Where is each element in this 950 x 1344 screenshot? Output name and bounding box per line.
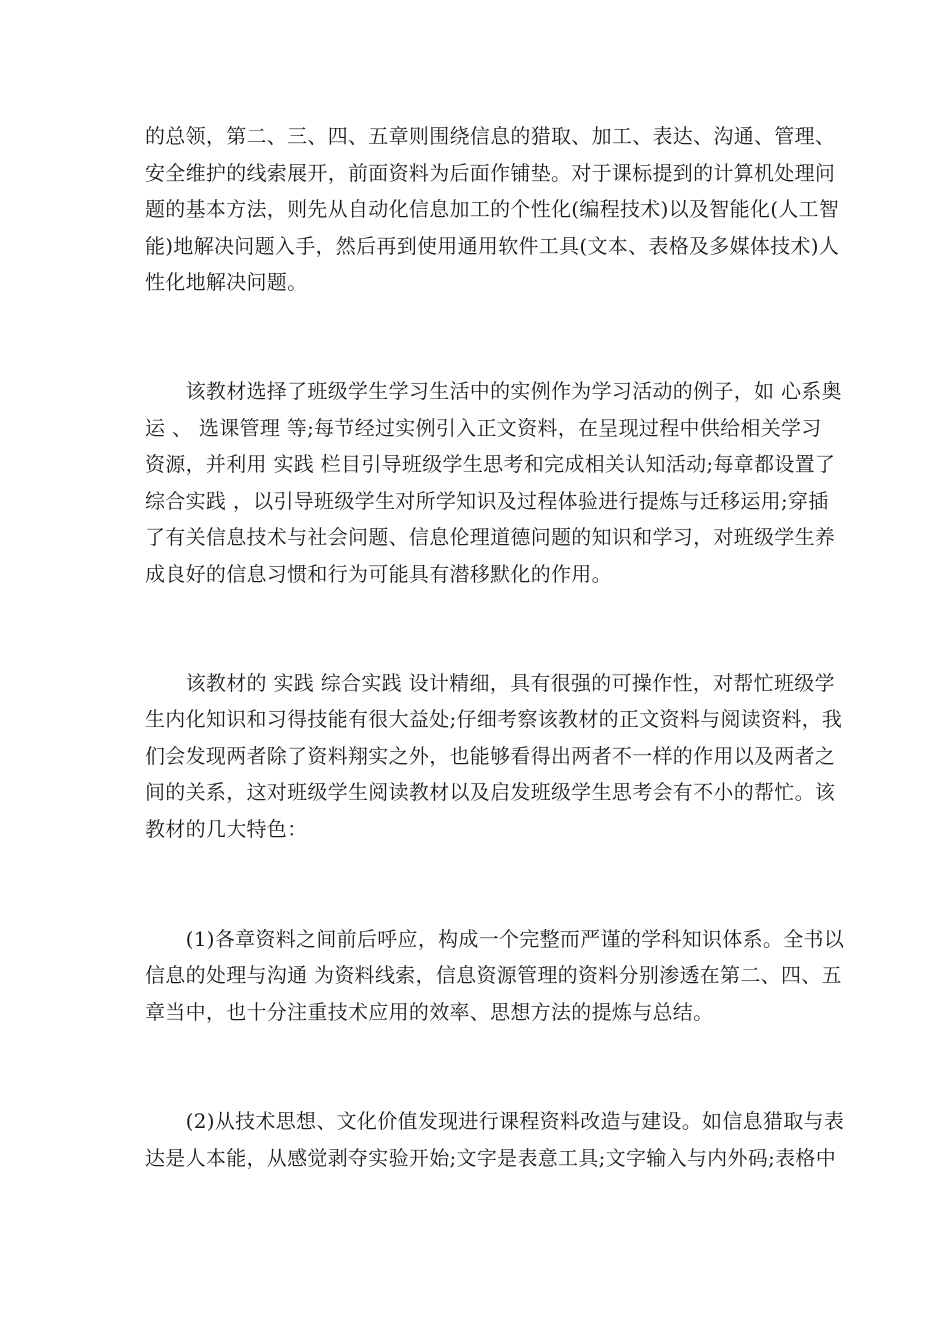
paragraph-spacer — [145, 593, 805, 665]
text-line: 能)地解决问题入手，然后再到使用通用软件工具(文本、表格及多媒体技术)人 — [145, 233, 840, 258]
text-line: 们会发现两者除了资料翔实之外，也能够看得出两者不一样的作用以及两者之 — [145, 743, 836, 768]
text-line: (2)从技术思想、文化价值发现进行课程资料改造与建设。如信息猎取与表 — [145, 1109, 845, 1134]
text-line: 运 、 选课管理 等;每节经过实例引入正文资料，在呈现过程中供给相关学习 — [145, 415, 822, 440]
paragraph-feature-2 — [145, 1103, 845, 1176]
text-line: 教材的几大特色： — [145, 816, 308, 841]
text-line: 间的关系，这对班级学生阅读教材以及启发班级学生思考会有不小的帮忙。该 — [145, 780, 836, 805]
paragraph-spacer — [145, 301, 805, 373]
text-line: 信息的处理与沟通 为资料线索，信息资源管理的资料分别渗透在第二、四、五 — [145, 963, 842, 988]
text-line: 题的基本方法，则先从自动化信息加工的个性化(编程技术)以及智能化(人工智 — [145, 197, 840, 222]
text-line: 该教材的 实践 综合实践 设计精细，具有很强的可操作性，对帮忙班级学 — [145, 670, 835, 695]
text-line: 了有关信息技术与社会问题、信息伦理道德问题的知识和学习，对班级学生养 — [145, 525, 836, 550]
text-line: 章当中，也十分注重技术应用的效率、思想方法的提炼与总结。 — [145, 999, 714, 1024]
paragraph-feature-1 — [145, 921, 845, 1031]
paragraph-spacer — [145, 1030, 805, 1103]
paragraph-examples — [145, 373, 842, 593]
paragraph-spacer — [145, 848, 805, 921]
document-page — [145, 118, 845, 1176]
text-line: 安全维护的线索展开，前面资料为后面作铺垫。对于课标提到的计算机处理问 — [145, 160, 836, 185]
text-line: 该教材选择了班级学生学习生活中的实例作为学习活动的例子，如 心系奥 — [145, 378, 842, 403]
text-line: 资源，并利用 实践 栏目引导班级学生思考和完成相关认知活动;每章都设置了 — [145, 452, 836, 477]
text-line: 生内化知识和习得技能有很大益处;仔细考察该教材的正文资料与阅读资料，我 — [145, 707, 843, 732]
paragraph-practice-design — [145, 665, 843, 848]
text-line: 达是人本能，从感觉剥夺实验开始;文字是表意工具;文字输入与内外码;表格中 — [145, 1145, 837, 1170]
text-line: 性化地解决问题。 — [145, 270, 308, 295]
text-line: 成良好的信息习惯和行为可能具有潜移默化的作用。 — [145, 561, 612, 586]
text-line: 的总领，第二、三、四、五章则围绕信息的猎取、加工、表达、沟通、管理、 — [145, 124, 836, 148]
paragraph-curriculum-structure — [145, 118, 840, 301]
text-line: (1)各章资料之间前后呼应，构成一个完整而严谨的学科知识体系。全书以 — [145, 926, 845, 951]
text-line: 综合实践 ，以引导班级学生对所学知识及过程体验进行提炼与迁移运用;穿插 — [145, 488, 829, 513]
